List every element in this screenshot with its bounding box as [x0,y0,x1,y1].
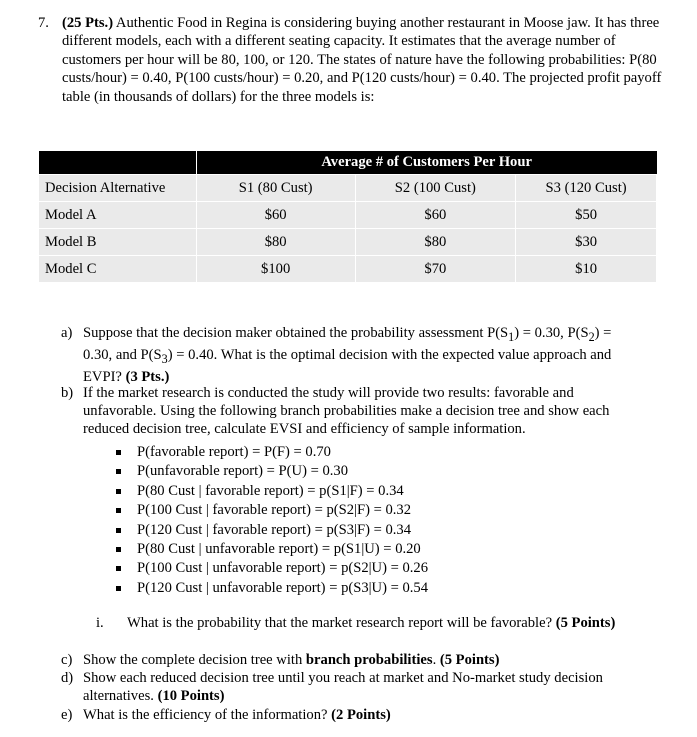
list-item: P(favorable report) = P(F) = 0.70 [116,443,428,462]
list-item: P(100 Cust | favorable report) = p(S2|F) = 0.32 [116,501,428,520]
column-header: S1 (80 Cust) [196,175,355,202]
column-header: S2 (100 Cust) [355,175,516,202]
part-d-text: Show each reduced decision tree until you reach at market and No-market study decision alternatives. (10 Points) [83,670,603,704]
table-cell: $100 [196,256,355,283]
column-header: Decision Alternative [39,175,197,202]
table-cell: Model C [39,256,197,283]
list-item: P(120 Cust | unfavorable report) = p(S3|U) = 0.54 [116,579,428,598]
part-c [61,651,651,669]
part-d [61,669,651,705]
part-a-text: Suppose that the decision maker obtained the probability assessment $P(S_1) = 0.30$, $P(S_2) = 0.30$, and $P(S_3) = 0.40$. What is the optimal decision with the expected value approach and EVPI? (3 Pts.) [83,325,612,385]
question-points: (25 Pts.) [62,15,114,31]
list-item: P(80 Cust | unfavorable report) = p(S1|U) = 0.20 [116,540,428,559]
table-cell: Model A [39,202,197,229]
question-number: 7. [38,15,49,31]
part-c-points: (5 Points) [439,652,500,668]
part-e-label: e) [61,707,73,723]
list-item: P(80 Cust | favorable report) = p(S1|F) = 0.34 [116,482,428,501]
question-text: Authentic Food in Regina is considering buying another restaurant in Moose jaw. It has three different models, each with a different seating capacity. It estimates that the average number of customers per hour will be 80, 100, or 120. The states of nature have the following probabilities: P(80 custs/hour) = 0.40, P(100 custs/hour) = 0.20, and P(120 custs/hour) = 0.40. The projected profit payoff table (in thousands of dollars) for the three models is: [62,15,662,105]
table-header-blank [39,151,197,175]
part-e [61,706,651,724]
payoff-table [38,151,657,283]
table-bottom-rule [39,283,657,284]
part-d-label: d) [61,670,74,686]
branch-probability-list [116,443,428,598]
table-group-header: Average # of Customers Per Hour [196,151,656,175]
part-e-points: (2 Points) [331,707,391,723]
part-c-text: Show the complete decision tree with branch probabilities. (5 Points) [83,652,500,668]
table-cell: $30 [516,229,657,256]
part-d-points: (10 Points) [157,688,225,704]
table-cell: $60 [355,202,516,229]
question-body [62,14,663,106]
table-row [39,202,657,229]
table-cell: $50 [516,202,657,229]
subquestion-i-label: i. [96,615,104,631]
part-b-subquestion-i [96,614,676,632]
part-a [61,324,641,386]
list-item: P(100 Cust | unfavorable report) = p(S2|U) = 0.26 [116,559,428,578]
part-e-text: What is the efficiency of the information? (2 Points) [83,707,391,723]
table-cell: $80 [196,229,355,256]
subquestion-i-text: What is the probability that the market research report will be favorable? (5 Points) [127,615,616,631]
table-group-header-row [39,151,657,175]
table-cell: Model B [39,229,197,256]
table-cell: $80 [355,229,516,256]
column-header: S3 (120 Cust) [516,175,657,202]
part-b-text: If the market research is conducted the study will provide two results: favorable and unfavorable. Using the following branch probabilities make a decision tree and show each reduced decision tree, calculate EVSI and efficiency of sample information. [83,385,610,437]
list-item: P(120 Cust | favorable report) = p(S3|F) = 0.34 [116,521,428,540]
table-cell: $60 [196,202,355,229]
table-cell: $10 [516,256,657,283]
part-b [61,384,631,438]
part-c-label: c) [61,652,73,668]
table-row [39,256,657,283]
part-b-label: b) [61,385,74,401]
table-row [39,229,657,256]
part-a-label: a) [61,325,73,341]
question-7 [38,14,663,106]
part-a-points: (3 Pts.) [125,368,170,385]
table-cell: $70 [355,256,516,283]
subquestion-i-points: (5 Points) [555,615,616,631]
list-item: P(unfavorable report) = P(U) = 0.30 [116,462,428,481]
table-column-header-row [39,175,657,202]
